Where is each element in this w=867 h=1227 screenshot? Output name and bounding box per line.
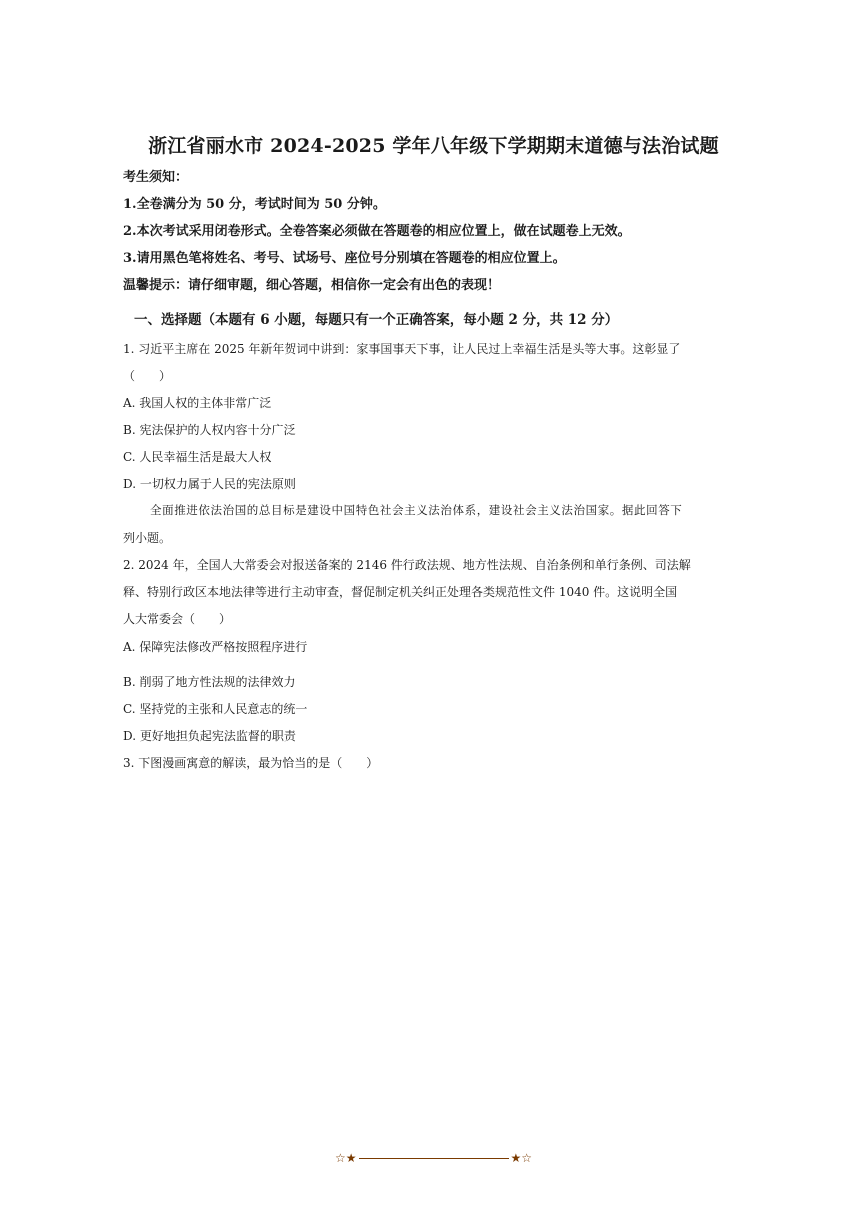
notice-item-2: 2.本次考试采用闭卷形式。全卷答案必须做在答题卷的相应位置上，做在试题卷上无效。 [123, 224, 631, 239]
page-title: 浙江省丽水市 2024-2025 学年八年级下学期期末道德与法治试题 [148, 135, 719, 157]
page-footer [0, 1151, 867, 1165]
q3-stem: 3. 下图漫画寓意的解读，最为恰当的是（ ） [123, 756, 379, 770]
q2-stem-line2: 释、特别行政区本地法律等进行主动审查，督促制定机关纠正处理各类规范性文件 1040 件。这说明全国 [123, 585, 678, 599]
q1-option-c: C. 人民幸福生活是最大人权 [123, 450, 272, 464]
q2-option-d: D. 更好地担负起宪法监督的职责 [123, 729, 296, 743]
notice-tip: 温馨提示：请仔细审题，细心答题，相信你一定会有出色的表现！ [123, 278, 501, 293]
footer-right-stars: ★☆ [510, 1151, 533, 1165]
notice-item-3: 3.请用黑色笔将姓名、考号、试场号、座位号分别填在答题卷的相应位置上。 [123, 251, 566, 266]
footer-rule [359, 1158, 509, 1159]
q2-stem-line1: 2. 2024 年，全国人大常委会对报送备案的 2146 件行政法规、地方性法规、自治条例和单行条例、司法解 [123, 558, 691, 572]
q1-option-a: A. 我国人权的主体非常广泛 [123, 396, 272, 410]
q1-option-b: B. 宪法保护的人权内容十分广泛 [123, 423, 296, 437]
notice-item-1: 1.全卷满分为 50 分，考试时间为 50 分钟。 [123, 197, 386, 212]
q1-stem-line2: （ ） [123, 369, 172, 383]
section-heading: 一、选择题（本题有 6 小题，每题只有一个正确答案，每小题 2 分，共 12 分） [134, 312, 619, 328]
q1-stem-line1: 1. 习近平主席在 2025 年新年贺词中讲到：家事国事天下事，让人民过上幸福生活是头等大事。这彰显了 [123, 342, 681, 356]
q2-option-a: A. 保障宪法修改严格按照程序进行 [123, 640, 308, 654]
q2-option-b: B. 削弱了地方性法规的法律效力 [123, 675, 296, 689]
q1-option-d: D. 一切权力属于人民的宪法原则 [123, 477, 296, 491]
q2-stem-line3: 人大常委会（ ） [123, 612, 232, 626]
intro-line2: 列小题。 [123, 531, 172, 545]
footer-left-stars: ☆★ [334, 1151, 357, 1165]
q2-option-c: C. 坚持党的主张和人民意志的统一 [123, 702, 308, 716]
notice-heading: 考生须知： [123, 170, 189, 185]
intro-line1: 全面推进依法治国的总目标是建设中国特色社会主义法治体系，建设社会主义法治国家。据此回答下 [150, 503, 683, 517]
